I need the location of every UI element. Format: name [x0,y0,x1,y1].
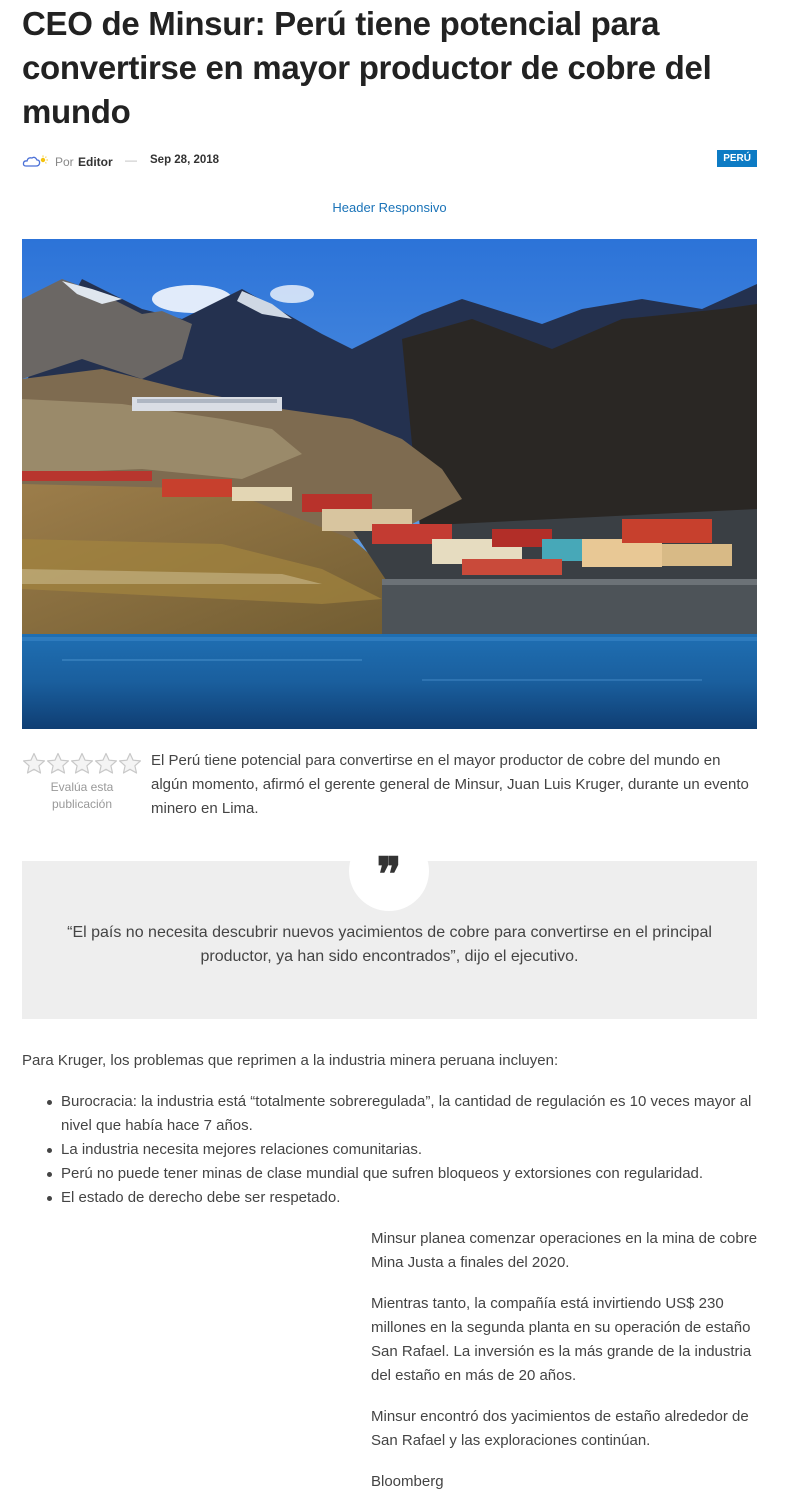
category-badge[interactable]: PERÚ [717,150,757,167]
author-link[interactable]: Editor [78,155,113,169]
right-paragraph: Mientras tanto, la compañía está invirtiendo US$ 230 millones en la segunda planta en su operación de estaño San Rafael. La inversión es la más grande de la industria del estaño en más de 20 años. [371,1295,752,1384]
list-item [40,1162,760,1186]
quote-badge [349,831,429,911]
rating-label: Evalúa esta publicación [50,780,114,811]
lead-paragraph: Para Kruger, los problemas que reprimen a la industria minera peruana incluyen: [22,1052,559,1069]
list-item [40,1090,760,1138]
post-rating [22,752,142,813]
article-title: CEO de Minsur: Perú tiene potencial para convertirse en mayor productor de cobre del mundo [22,5,712,130]
star-icon[interactable] [118,752,142,776]
right-paragraph: Minsur encontró dos yacimientos de estaño alrededor de San Rafael y las exploraciones continúan. [371,1408,749,1449]
blockquote [22,847,757,1019]
bullet-dot [47,1196,52,1201]
bullet-dot [47,1100,52,1105]
star-icon[interactable] [46,752,70,776]
star-icon[interactable] [94,752,118,776]
hero-image [22,239,757,729]
bullet-dot [47,1172,52,1177]
issues-list [40,1090,760,1210]
publish-date: Sep 28, 2018 [150,154,220,166]
intro-paragraph: El Perú tiene potencial para convertirse en el mayor productor de cobre del mundo en algún momento, afirmó el gerente general de Minsur, Juan Luis Kruger, durante un evento minero en Lima. [151,752,749,817]
source-credit: Bloomberg [371,1473,444,1490]
quote-icon: ❞ [376,847,402,901]
quote-text: “El país no necesita descubrir nuevos yacimientos de cobre para convertirse en el principal productor, ya han sido encontrados”, dijo el ejecutivo. [67,924,712,965]
star-icon[interactable] [22,752,46,776]
star-icon[interactable] [70,752,94,776]
rating-stars[interactable] [22,752,142,776]
list-item-text: La industria necesita mejores relaciones comunitarias. [61,1141,423,1158]
right-paragraph: Minsur planea comenzar operaciones en la mina de cobre Mina Justa a finales del 2020. [371,1230,758,1271]
by-prefix: Por [55,155,74,169]
author-avatar-icon[interactable] [22,154,48,168]
bullet-dot [47,1148,52,1153]
list-item-text: Burocracia: la industria está “totalmente sobreregulada”, la cantidad de regulación es 10 veces mayor al nivel que había hace 7 años. [61,1093,752,1134]
meta-separator: — [125,153,137,167]
article-meta [22,150,757,174]
list-item [40,1186,760,1210]
header-responsive-link[interactable]: Header Responsivo [332,200,447,215]
list-item [40,1138,760,1162]
list-item-text: Perú no puede tener minas de clase mundial que sufren bloqueos y extorsiones con regularidad. [61,1165,704,1182]
list-item-text: El estado de derecho debe ser respetado. [61,1189,341,1206]
